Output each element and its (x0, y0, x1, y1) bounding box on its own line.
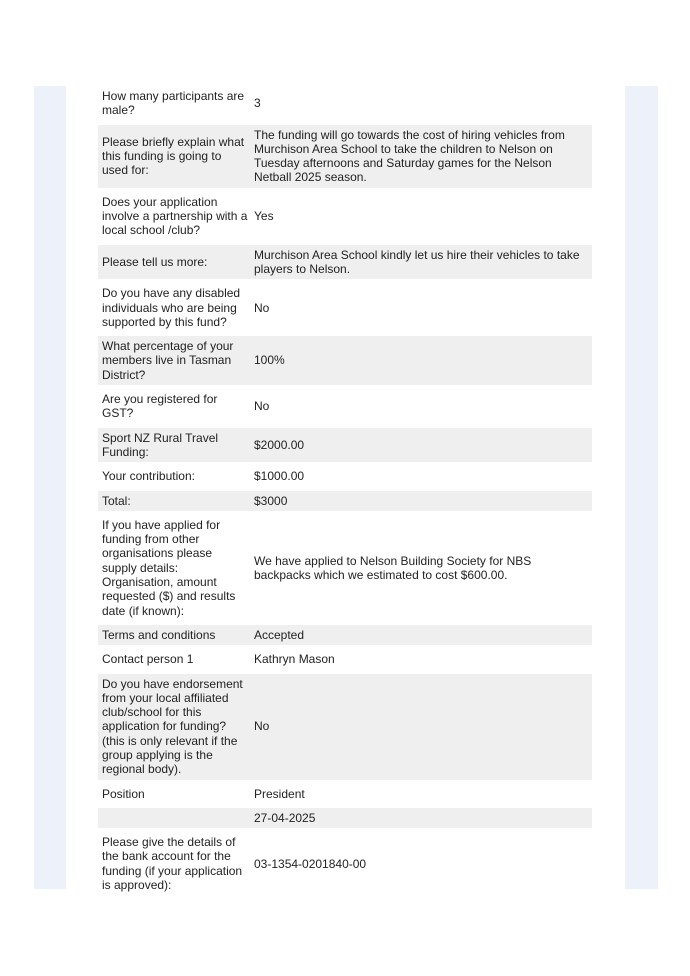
answer-value: 3 (254, 96, 261, 111)
answer-value: No (254, 300, 270, 315)
answer-value: No (254, 399, 270, 414)
question-label: Your contribution: (102, 469, 195, 484)
question-label: What percentage of your members live in Tasman District? (102, 339, 234, 382)
question-label: Do you have endorsement from your local affiliated club/school for this application for funding? (this is only relevant if the group applying is the regional body). (102, 676, 243, 777)
question-label: Please briefly explain what this funding is going to used for: (102, 134, 245, 178)
table-row-other-funding (98, 515, 592, 621)
question-label: Total: (102, 493, 131, 508)
table-row-contribution (98, 466, 592, 486)
answer-value: Accepted (254, 627, 305, 642)
question-label: Contact person 1 (102, 652, 194, 667)
answer-value: 03-1354-0201840-00 (254, 856, 367, 871)
table-row-funding-use (98, 125, 592, 188)
answer-value: Yes (254, 209, 274, 224)
answer-value: 100% (254, 353, 285, 368)
question-label: Are you registered for GST? (102, 392, 218, 421)
answer-value: Murchison Area School kindly let us hire their vehicles to take players to Nelson. (254, 247, 580, 276)
application-form-table (98, 86, 592, 899)
question-label: Please tell us more: (102, 254, 208, 269)
answer-value: 27-04-2025 (254, 810, 316, 825)
question-label: How many participants are male? (102, 89, 245, 118)
question-label: Please give the details of the bank account for the funding (if your application is approved): (102, 835, 243, 893)
question-label: Do you have any disabled individuals who are being supported by this fund? (102, 286, 241, 329)
table-row-position (98, 784, 592, 804)
answer-value: $1000.00 (254, 469, 305, 484)
answer-value: We have applied to Nelson Building Society for NBS backpacks which we estimated to cost $600.00. (254, 553, 532, 582)
question-label: Position (102, 786, 145, 801)
table-row-date (98, 808, 592, 828)
answer-value: No (254, 719, 270, 734)
table-row-contact-person (98, 649, 592, 669)
table-row-bank-account (98, 832, 592, 895)
question-label (98, 815, 250, 821)
answer-value: Kathryn Mason (254, 652, 335, 667)
table-row-rural-travel-funding (98, 428, 592, 463)
question-label: Sport NZ Rural Travel Funding: (102, 430, 219, 459)
table-row-tasman-percentage (98, 336, 592, 385)
answer-value: The funding will go towards the cost of hiring vehicles from Murchison Area School to take the children to Nelson on Tuesday afternoons and Saturday games for the Nelson Netball 2025 season. (254, 127, 565, 185)
answer-value: $2000.00 (254, 437, 305, 452)
table-row-endorsement (98, 674, 592, 780)
question-label: If you have applied for funding from other organisations please supply details: Organisation, amount requested ($) and results date (if known): (102, 517, 236, 618)
table-row-tell-us-more (98, 245, 592, 280)
table-row-partnership (98, 192, 592, 241)
answer-value: President (254, 786, 305, 801)
table-row-male-participants (98, 86, 592, 121)
answer-value: $3000 (254, 493, 288, 508)
table-row-disabled-individuals (98, 283, 592, 332)
question-label: Terms and conditions (102, 627, 216, 642)
question-label: Does your application involve a partnership with a local school /club? (102, 194, 248, 238)
page-margin-band-right (625, 86, 658, 889)
page-margin-band-left (34, 86, 66, 889)
table-row-total (98, 491, 592, 511)
table-row-terms (98, 625, 592, 645)
table-row-gst (98, 389, 592, 424)
